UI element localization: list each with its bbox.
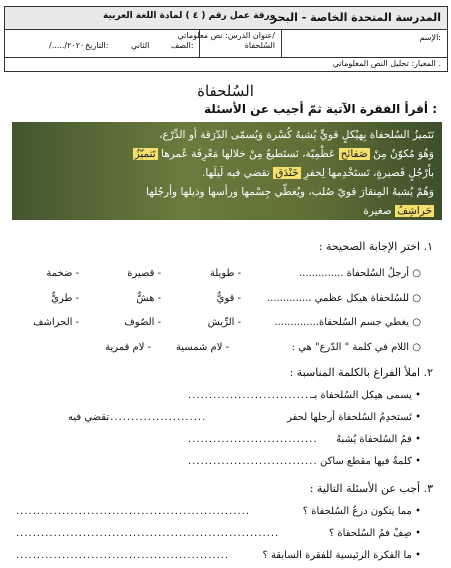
q2-item: • كلمةٌ فيها مقطع ساكن: [319, 456, 421, 467]
q1-item: ○ اللام في كلمة " الدّرع" هي :: [291, 342, 421, 353]
q1-option[interactable]: - طريٌّ: [51, 293, 79, 304]
passage-box: [12, 122, 442, 220]
school-name: المدرسة المتحدة الخاصة - البحر: [270, 11, 441, 24]
q3-item: • مما يتكون درعُ السُلحفاة ؟: [302, 506, 421, 517]
q1-option[interactable]: - الحراشف: [33, 317, 79, 328]
question-2-heading: ٢. املأ الفراغ بالكلمة المناسبة :: [289, 366, 433, 379]
highlight-word: صَفائح: [340, 148, 368, 160]
passage-text: [22, 126, 434, 221]
q1-option[interactable]: - لام شمسية: [175, 342, 229, 353]
passage-line: بأَرْجُلٍ قَصيرةٍ، تَستَخْدِمها لِحفرِ خَنْدَق تقضي فيه لَيلَها.: [202, 167, 434, 179]
grade-label: الصف:: [171, 41, 194, 50]
blank-field[interactable]: ........................: [106, 412, 207, 423]
blank-field[interactable]: ...............................: [188, 456, 318, 467]
passage-line: وَهُمْ يُشبهُ المِنقارَ قويّ صُلب، ويُغطّي جِسْمها ورأسها وذيلها وأرجُلها: [146, 186, 434, 198]
worksheet-title: ورقة عمل رقم ( ٤ ) لمادة اللغة العربية: [103, 11, 276, 21]
date-label: التاريخ:: [85, 41, 109, 50]
highlight-word: تَتميّزُ: [134, 148, 156, 160]
answer-field[interactable]: ........................................................: [16, 506, 251, 517]
standard-row: [5, 57, 447, 72]
q1-option[interactable]: - هشٌّ: [136, 293, 161, 304]
instruction: أقرأ الفقرة الآتية ثمّ أجيب عن الأسئلة :: [204, 102, 437, 116]
q1-option[interactable]: - ضخمة: [46, 268, 79, 279]
standard-text: المعيار: تحليل النص المعلوماتي .: [332, 59, 441, 68]
q3-item: • ما الفكرة الرئيسية للفقرة السابقة ؟: [262, 550, 421, 561]
highlight-word: خَنْدَق: [275, 167, 299, 179]
q1-item: ○ يغطي جسم السُلحفاة..............: [274, 317, 421, 328]
after-text: تقضي فيه: [68, 412, 110, 423]
q2-item: • يسمى هيكل السُلحفاة بـ: [311, 390, 421, 401]
circle-bullet-icon[interactable]: ○: [412, 268, 421, 279]
date-value: /...../٢٠٢٠: [49, 41, 85, 50]
q1-option[interactable]: - طويلة: [209, 268, 241, 279]
q3-item: • صِفْ فمُ السُلحفاة ؟: [328, 528, 421, 539]
q1-option[interactable]: - قويٌّ: [216, 293, 241, 304]
header-table: [4, 6, 448, 72]
passage-line: تَتَميزُ السُلحفاة بِهيْكلٍ قويٍّ يُشبهُ كُسْرة وَيُسمّى الدّرَقة أو الدِّرْع،: [159, 129, 434, 141]
circle-bullet-icon[interactable]: ○: [412, 293, 421, 304]
question-3-heading: ٣. أجب عن الأسئلة التالية :: [309, 482, 433, 495]
blank-field[interactable]: ...............................: [188, 434, 318, 445]
q1-item: ○ للسُلحفاة هيكل عظمي ..............: [266, 293, 421, 304]
q2-item: • تَستخدِمُ السُلحفاة أرجلها لحفر: [287, 412, 421, 423]
blank-field[interactable]: ...............................: [188, 390, 318, 401]
q1-option[interactable]: - الرِّيش: [207, 317, 241, 328]
q1-option[interactable]: - لام قمرية: [105, 342, 151, 353]
lesson-name: السُلحفاة: [244, 41, 275, 50]
circle-bullet-icon[interactable]: ○: [412, 342, 421, 353]
page-title: السُلحفاة: [197, 82, 254, 100]
q1-option[interactable]: - قصيرة: [127, 268, 161, 279]
q1-option[interactable]: - الصُوف: [124, 317, 161, 328]
answer-field[interactable]: ...............................................................: [16, 528, 280, 539]
highlight-word: حَراشِفُ: [397, 205, 432, 217]
question-1-heading: ١. اختر الإجابة الصحيحة :: [318, 240, 433, 253]
name-label: الإسم:: [419, 33, 441, 42]
q1-item: ○ أرجلُ السُلحفاة ..............: [299, 268, 421, 279]
passage-line: وَهُوَ مُكوّنٌ مِنْ صَفائح عَظْمِيّة، نَستَطيعُ مِنْ خلالها مَعْرِفَة عُمرها تَتميّزُ: [134, 148, 434, 160]
answer-field[interactable]: ...................................................: [16, 550, 230, 561]
divider: [281, 29, 282, 57]
passage-line: حَراشِفُ صغيرة: [363, 205, 432, 217]
q2-item: • فمُ السُلحفاة يُشبهُ: [336, 434, 421, 445]
lesson-label: عنوان الدرس: نص معلوماتي/: [177, 31, 275, 40]
grade-value: الثاني: [131, 41, 150, 50]
circle-bullet-icon[interactable]: ○: [412, 317, 421, 328]
